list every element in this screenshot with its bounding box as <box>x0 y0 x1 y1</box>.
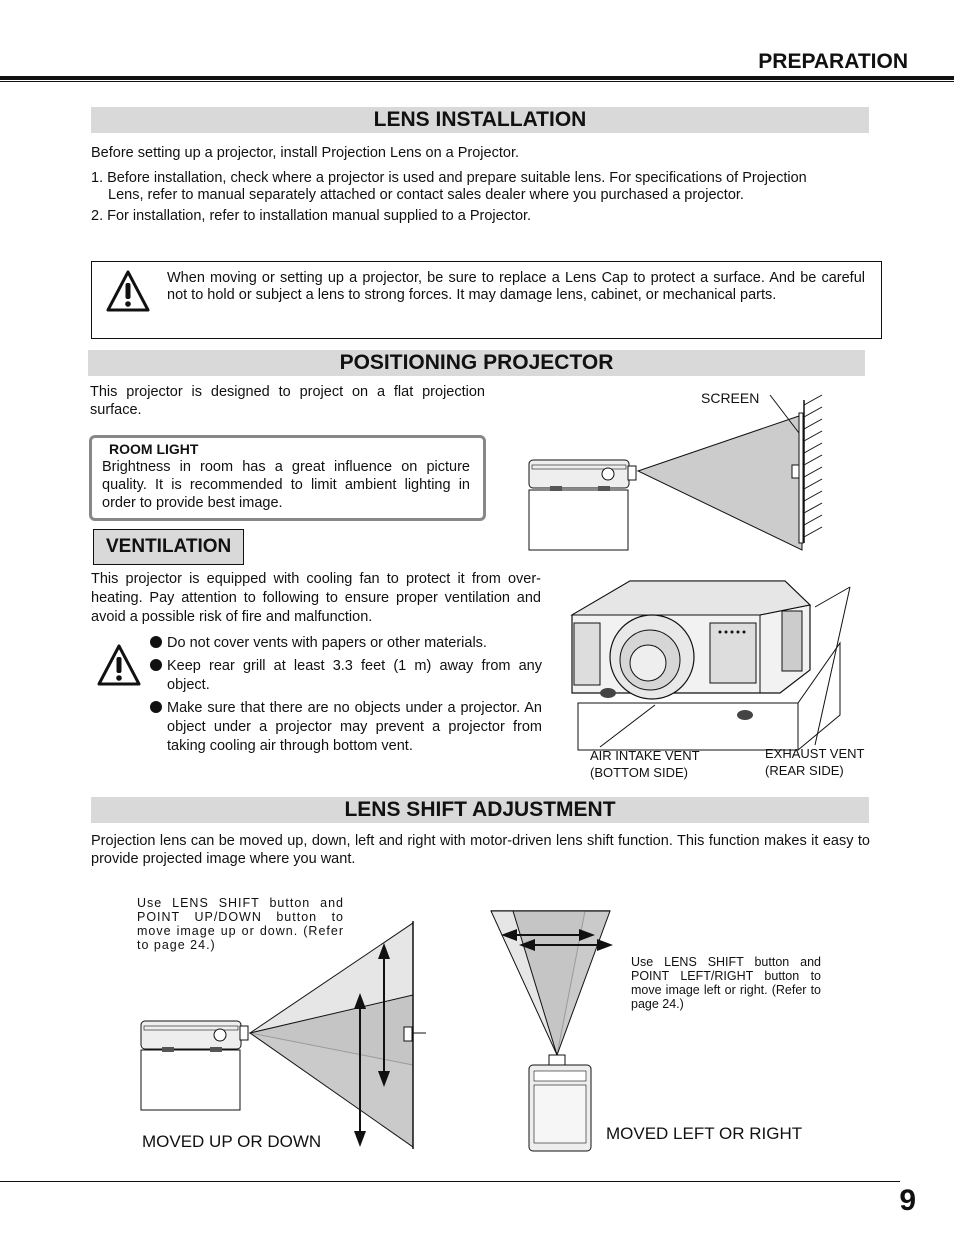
header-rule-thin <box>0 81 954 82</box>
lens-installation-step2: 2. For installation, refer to installation manual supplied to a Projector. <box>91 208 532 224</box>
leftright-note: Use LENS SHIFT button and POINT LEFT/RIGHT button to move image left or right. (Refer to page 24.) <box>631 955 821 1011</box>
projector-illustration <box>560 575 860 750</box>
lens-shift-updown-diagram <box>130 915 440 1155</box>
header-rule <box>0 76 954 80</box>
footer-rule <box>0 1181 900 1182</box>
lens-shift-intro: Projection lens can be moved up, down, left and right with motor-driven lens shift function. This function makes it easy to provide projected image where you want. <box>91 833 870 867</box>
screen-label: SCREEN <box>701 390 760 406</box>
exhaust-sublabel: (REAR SIDE) <box>765 763 844 778</box>
bullet-dot-icon <box>150 659 162 671</box>
ventilation-intro: This projector is equipped with cooling fan to protect it from over-heating. Pay attention to following to ensure proper ventilation and avoid a possible risk of fire and malfunction. <box>91 571 541 625</box>
lens-installation-step1-line1: 1. Before installation, check where a projector is used and prepare suitable lens. For specifications of Projection <box>91 170 807 186</box>
ventilation-heading: VENTILATION <box>93 529 244 565</box>
ventilation-bullet-text: Do not cover vents with papers or other materials. <box>167 635 487 651</box>
ventilation-bullet-text: Make sure that there are no objects under a projector. An object under a projector may prevent a projector from taking cooling air through bottom vent. <box>167 700 542 754</box>
section-title: PREPARATION <box>758 50 908 73</box>
exhaust-label: EXHAUST VENT <box>765 746 865 761</box>
lens-installation-step1-line2: Lens, refer to manual separately attached or contact sales dealer where you purchased a projector. <box>108 187 744 203</box>
positioning-heading: POSITIONING PROJECTOR <box>88 350 865 376</box>
air-intake-sublabel: (BOTTOM SIDE) <box>590 765 688 780</box>
lens-installation-intro: Before setting up a projector, install Projection Lens on a Projector. <box>91 145 519 161</box>
lens-installation-heading: LENS INSTALLATION <box>91 107 869 133</box>
bullet-dot-icon <box>150 636 162 648</box>
positioning-intro: This projector is designed to project on a flat projection surface. <box>90 384 485 418</box>
lens-shift-heading: LENS SHIFT ADJUSTMENT <box>91 797 869 823</box>
updown-caption: MOVED UP OR DOWN <box>142 1132 322 1151</box>
room-light-text: Brightness in room has a great influence on picture quality. It is recommended to limit ambient lighting in order to provide best image. <box>102 459 470 511</box>
air-intake-label: AIR INTAKE VENT <box>590 748 700 763</box>
positioning-diagram <box>520 385 840 555</box>
warning-icon-ventilation <box>97 644 141 686</box>
warning-icon <box>106 270 150 312</box>
ventilation-bullet <box>150 657 542 695</box>
updown-note: Use LENS SHIFT button and POINT UP/DOWN button to move image up or down. (Refer to page 24.) <box>137 896 344 952</box>
ventilation-bullet <box>150 699 542 756</box>
room-light-title: ROOM LIGHT <box>109 441 199 457</box>
bullet-dot-icon <box>150 701 162 713</box>
ventilation-bullet-text: Keep rear grill at least 3.3 feet (1 m) away from any object. <box>167 658 542 693</box>
ventilation-bullet <box>150 634 542 653</box>
caution-text: When moving or setting up a projector, be sure to replace a Lens Cap to protect a surface. And be careful not to hold or subject a lens to strong forces. It may damage lens, cabinet, or mechanical parts. <box>167 270 865 303</box>
lens-shift-leftright-diagram <box>485 905 620 1155</box>
page-number: 9 <box>899 1184 916 1217</box>
leftright-caption: MOVED LEFT OR RIGHT <box>606 1124 803 1143</box>
